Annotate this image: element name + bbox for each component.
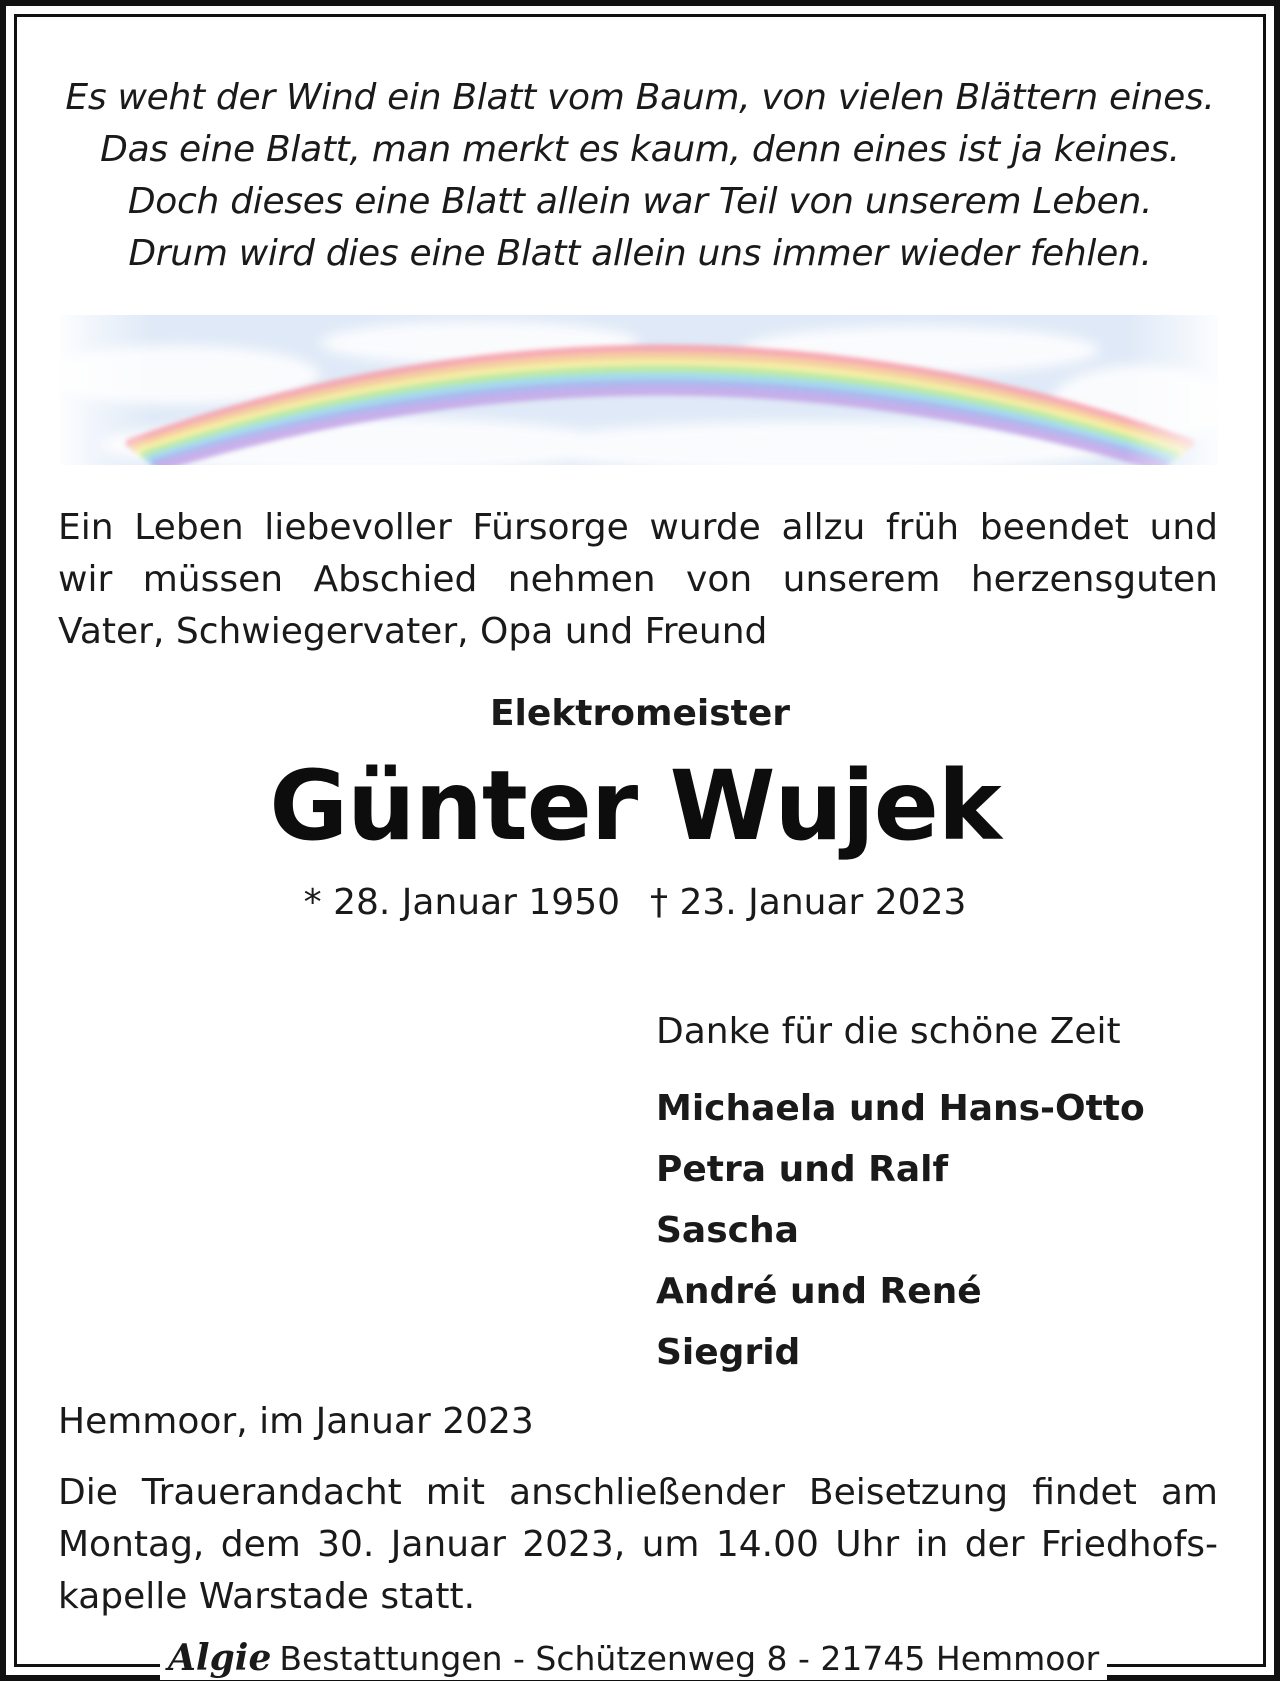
place-date: Hemmoor, im Januar 2023 bbox=[58, 1401, 534, 1442]
funeral-line: kapelle Warstade statt. bbox=[58, 1576, 476, 1617]
poem-line: Es weht der Wind ein Blatt vom Baum, von vielen Blättern eines. bbox=[65, 77, 1215, 118]
funeral-line: Montag, dem 30. Januar 2023, um 14.00 Uhr in der Friedhofs- bbox=[58, 1524, 1218, 1565]
mourners-list bbox=[656, 1078, 1145, 1383]
occupation: Elektromeister bbox=[489, 693, 791, 734]
birth-date: * 28. Januar 1950 bbox=[303, 882, 620, 923]
mourner-name: André und René bbox=[656, 1271, 982, 1312]
poem bbox=[40, 72, 1240, 280]
death-date: † 23. Januar 2023 bbox=[650, 882, 967, 923]
mourner-name: Sascha bbox=[656, 1210, 799, 1251]
poem-line: Doch dieses eine Blatt allein war Teil von unserem Leben. bbox=[127, 181, 1153, 222]
mourner-name: Michaela und Hans-Otto bbox=[656, 1088, 1145, 1129]
poem-line: Das eine Blatt, man merkt es kaum, denn eines ist ja keines. bbox=[100, 129, 1180, 170]
funeral-notice bbox=[58, 1467, 1218, 1623]
deceased-name: Günter Wujek bbox=[269, 750, 1001, 862]
intro-line: wir müssen Abschied nehmen von unserem herzensguten bbox=[58, 559, 1218, 600]
funeral-home-logo: Algie bbox=[168, 1637, 272, 1679]
life-dates bbox=[0, 878, 1270, 928]
funeral-home-footer bbox=[160, 1636, 1107, 1680]
thanks-line: Danke für die schöne Zeit bbox=[656, 1011, 1121, 1052]
intro-text bbox=[58, 502, 1218, 658]
poem-line: Drum wird dies eine Blatt allein uns immer wieder fehlen. bbox=[128, 233, 1152, 274]
rainbow-illustration bbox=[60, 315, 1218, 465]
intro-line: Vater, Schwiegervater, Opa und Freund bbox=[58, 611, 768, 652]
funeral-line: Die Trauerandacht mit anschließender Beisetzung findet am bbox=[58, 1472, 1218, 1513]
mourner-name: Petra und Ralf bbox=[656, 1149, 949, 1190]
funeral-home-address: Bestattungen - Schützenweg 8 - 21745 Hemmoor bbox=[279, 1639, 1100, 1678]
rainbow-image bbox=[60, 315, 1218, 465]
mourner-name: Siegrid bbox=[656, 1332, 801, 1373]
intro-line: Ein Leben liebevoller Fürsorge wurde allzu früh beendet und bbox=[58, 507, 1218, 548]
